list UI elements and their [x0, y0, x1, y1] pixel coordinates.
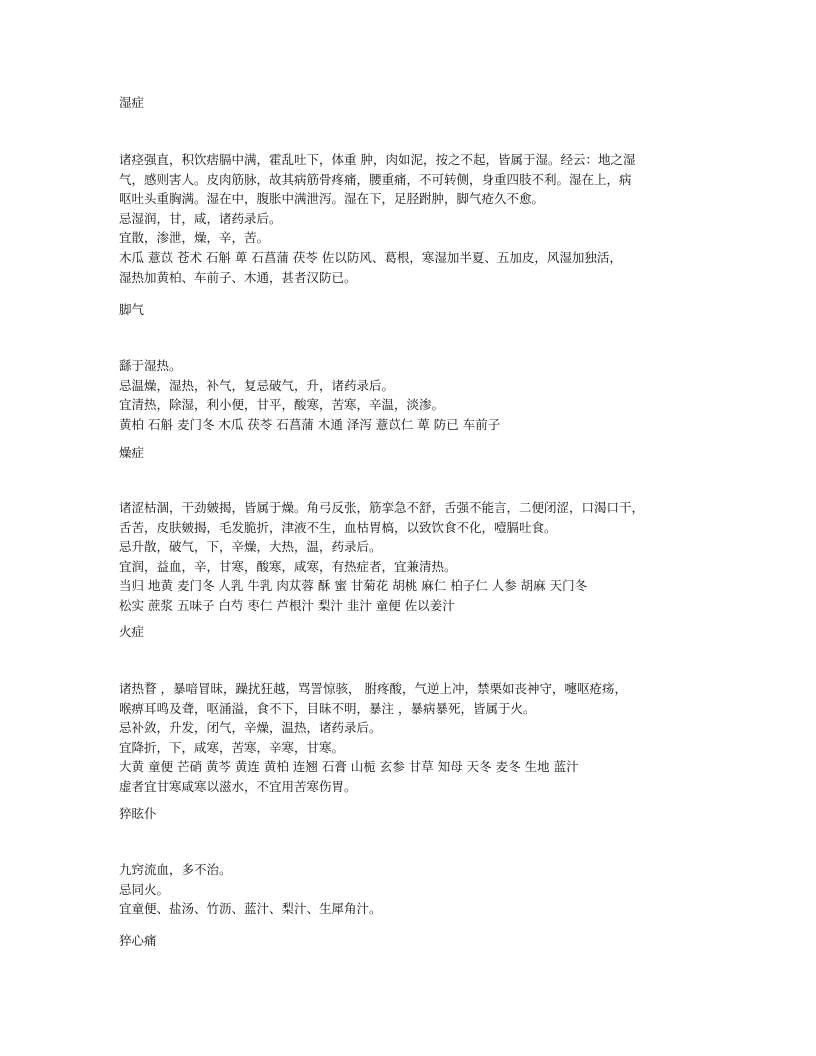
text-line: 黄柏 石斛 麦门冬 木瓜 茯苓 石菖蒲 木通 泽泻 薏苡仁 萆 防已 车前子 [119, 416, 501, 432]
text-line: 忌升散，破气，下，辛燥，大热，温，药录后。 [119, 539, 382, 555]
section-title-dryness: 燥症 [119, 445, 145, 460]
text-line: 宜童便、盐汤、竹沥、蓝汁、梨汁、生犀角汁。 [119, 901, 382, 917]
text-line: 呕吐头重胸满。湿在中，腹胀中满泄泻。湿在下，足胫跗肿，脚气疮久不愈。 [119, 191, 545, 207]
text-line: 九窍流血，多不治。 [119, 862, 232, 877]
text-line: 气，感则害人。皮肉筋脉，故其病筋骨疼痛，腰重痛，不可转侧，身重四肢不利。湿在上，病 [119, 171, 632, 187]
section-body-sudden-dizziness [119, 860, 701, 919]
text-line: 忌湿润，甘，咸，诸药录后。 [119, 210, 282, 226]
text-line: 忌补敛，升发，闭气，辛燥，温热，诸药录后。 [119, 720, 382, 736]
text-line: 宜降折，下，咸寒，苦寒，辛寒，甘寒。 [119, 739, 345, 755]
text-line: 虚者宜甘寒咸寒以滋水，不宜用苦寒伤胃。 [119, 778, 357, 794]
section-title-sudden-dizziness: 猝眩仆 [119, 806, 157, 821]
text-line: 舌苦，皮肤皴揭，毛发脆折，津液不生，血枯胃槁，以致饮食不化，噎膈吐食。 [119, 519, 557, 535]
text-line: 当归 地黄 麦门冬 人乳 牛乳 肉苁蓉 酥 蜜 甘菊花 胡桃 麻仁 柏子仁 人参 胡麻 天门冬 [119, 578, 588, 594]
section-body-dryness [119, 498, 701, 616]
text-line: 忌同火。 [119, 881, 170, 897]
text-line: 木瓜 薏苡 苍术 石斛 萆 石菖蒲 茯苓 佐以防风、葛根，寒湿加半夏、五加皮，风湿加独活， [119, 249, 622, 265]
text-line: 诸涩枯涸，干劲皴揭，皆属于燥。角弓反张，筋挛急不舒，舌强不能言，二便闭涩，口渴口干， [119, 500, 645, 515]
section-title-sudden-heart-pain: 猝心痛 [119, 933, 157, 948]
section-title-beriberi: 脚气 [119, 302, 145, 317]
section-body-beriberi [119, 356, 701, 434]
text-line: 喉痹耳鸣及聋，呕涌溢，食不下，目昧不明，暴注 ，暴病暴死，皆属于火。 [119, 700, 536, 716]
text-line: 松实 蔗浆 五味子 白芍 枣仁 芦根汁 梨汁 韭汁 童便 佐以姜汁 [119, 597, 455, 613]
section-title-damp: 湿症 [119, 95, 145, 110]
section-body-damp [119, 150, 701, 287]
text-line: 宜清热，除湿，利小便，甘平，酸寒，苦寒，辛温，淡渗。 [119, 397, 445, 413]
text-line: 诸热瞀 ，暴喑冒昧，躁扰狂越，骂詈惊骇， 胕疼酸，气逆上冲，禁栗如丧神守，嚏呕疮疡， [119, 681, 627, 696]
text-line: 湿热加黄柏、车前子、木通，甚者汉防已。 [119, 269, 357, 285]
text-line: 大黄 童便 芒硝 黄芩 黄连 黄柏 连翘 石膏 山栀 玄参 甘草 知母 天冬 麦冬 生地 蓝汁 [119, 759, 579, 775]
text-line: 忌温燥，湿热，补气，复忌破气，升，诸药录后。 [119, 377, 395, 393]
text-line: 繇于湿热。 [119, 358, 182, 373]
text-line: 诸痉强直，积饮痞膈中满，霍乱吐下，体重 肿，肉如泥，按之不起，皆属于湿。经云：地之湿 [119, 152, 636, 167]
section-title-fire: 火症 [119, 624, 145, 639]
section-body-fire [119, 679, 701, 797]
text-line: 宜润，益血，辛，甘寒，酸寒，咸寒，有热症者，宜兼清热。 [119, 558, 457, 574]
text-line: 宜散，渗泄，燥，辛，苦。 [119, 230, 270, 246]
